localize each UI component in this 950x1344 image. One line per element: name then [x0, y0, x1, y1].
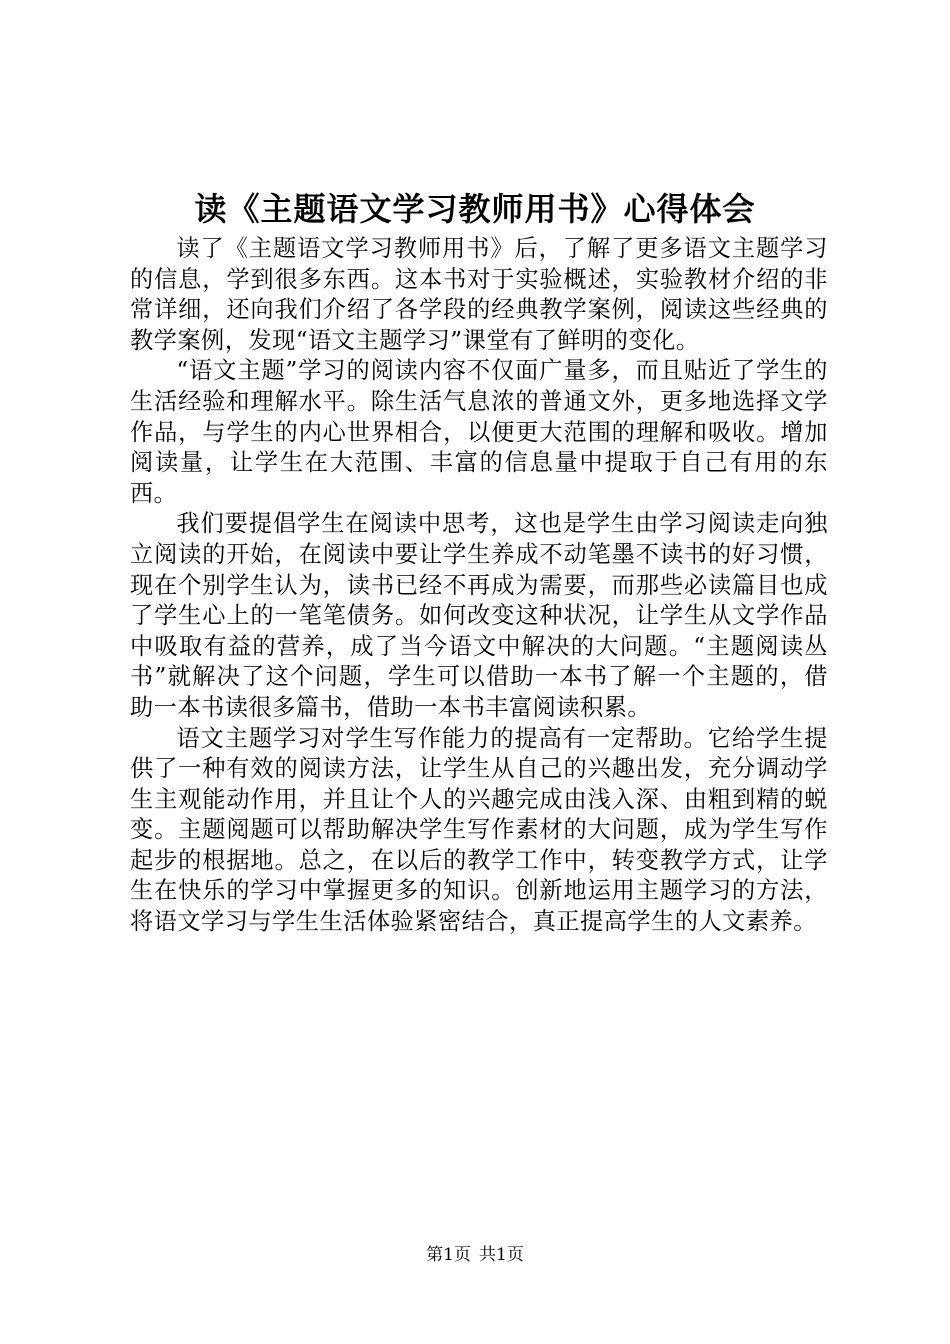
paragraph: “语文主题”学习的阅读内容不仅面广量多，而且贴近了学生的生活经验和理解水平。除生活气息浓的普通文外，更多地选择文学作品，与学生的内心世界相合，以便更大范围的理解和吸收。增加阅读量，让学生在大范围、丰富的信息量中提取于自己有用的东西。: [130, 357, 828, 507]
page-number: 第1页: [426, 1245, 471, 1265]
paragraph: 语文主题学习对学生写作能力的提高有一定帮助。它给学生提供了一种有效的阅读方法，让学生从自己的兴趣出发，充分调动学生主观能动作用，并且让个人的兴趣完成由浅入深、由粗到精的蜕变。主题阅题可以帮助解决学生写作素材的大问题，成为学生写作起步的根据地。总之，在以后的教学工作中，转变教学方式，让学生在快乐的学习中掌握更多的知识。创新地运用主题学习的方法，将语文学习与学生生活体验紧密结合，真正提高学生的人文素养。: [130, 724, 828, 936]
paragraph: 读了《主题语文学习教师用书》后，了解了更多语文主题学习的信息，学到很多东西。这本书对于实验概述，实验教材介绍的非常详细，还向我们介绍了各学段的经典教学案例，阅读这些经典的教学案例，发现“语文主题学习”课堂有了鲜明的变化。: [130, 235, 828, 354]
paragraph: 我们要提倡学生在阅读中思考，这也是学生由学习阅读走向独立阅读的开始，在阅读中要让学生养成不动笔墨不读书的好习惯，现在个别学生认为，读书已经不再成为需要，而那些必读篇目也成了学生心上的一笔笔债务。如何改变这种状况，让学生从文学作品中吸取有益的营养，成了当今语文中解决的大问题。“主题阅读丛书”就解决了这个问题，学生可以借助一本书了解一个主题的，借助一本书读很多篇书，借助一本书丰富阅读积累。: [130, 510, 828, 721]
page-total: 共1页: [479, 1245, 524, 1265]
document-title: 读《主题语文学习教师用书》心得体会: [194, 190, 756, 228]
document-body: [130, 234, 828, 938]
page-footer: [0, 1243, 950, 1267]
